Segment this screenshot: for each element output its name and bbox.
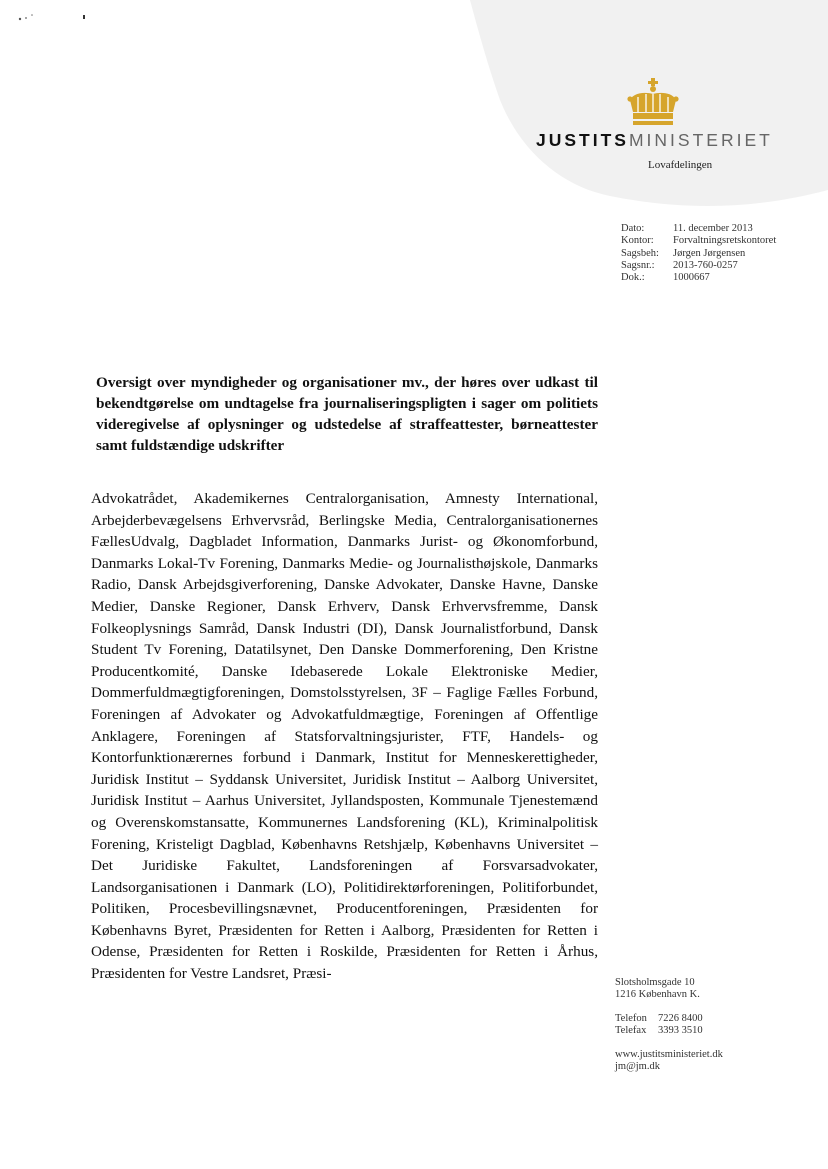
meta-label: Kontor: <box>621 235 654 247</box>
meta-value: Jørgen Jørgensen <box>673 247 746 259</box>
phone-block <box>615 1013 723 1037</box>
meta-value: 11. december 2013 <box>673 223 753 234</box>
meta-value: 1000667 <box>673 272 710 284</box>
meta-label: Dok.: <box>621 272 645 284</box>
meta-row-date <box>621 223 776 235</box>
phone-row <box>615 1013 723 1025</box>
fax-row <box>615 1025 723 1037</box>
header-background-swoosh <box>0 0 828 230</box>
contact-sidebar <box>615 977 723 1085</box>
meta-row-case-number <box>621 260 776 272</box>
ministry-name <box>536 130 773 151</box>
meta-row-document-number <box>621 272 776 284</box>
phone-label: Telefon <box>615 1013 647 1024</box>
crown-icon <box>626 78 680 126</box>
online-block <box>615 1049 723 1073</box>
document-metadata <box>621 223 776 284</box>
email-link[interactable]: jm@jm.dk <box>615 1061 660 1072</box>
meta-label: Dato: <box>621 223 645 234</box>
phone-number: 7226 8400 <box>658 1013 703 1024</box>
department-name: Lovafdelingen <box>648 159 713 171</box>
document-title: Oversigt over myndigheder og organisationer mv., der høres over udkast til bekendtgørelse om undtagelse fra journaliseringspligten i sager om politiets videregivelse af oplysninger og udstedelse af straffeattester, børneattester samt fuldstændige udskrifter <box>96 374 598 454</box>
consultation-list-text: Advokatrådet, Akademikernes Centralorganisation, Amnesty International, Arbejderbevægelsens Erhvervsråd, Berlingske Media, Centralorganisationernes FællesUdvalg, Dagbladet Information, Danmarks Jurist- og Økonomforbund, Danmarks Lokal-Tv Forening, Danmarks Medie- og Journalisthøjskole, Danmarks Radio, Dansk Arbejdsgiverforening, Danske Advokater, Danske Havne, Danske Medier, Danske Regioner, Dansk Erhverv, Dansk Erhvervsfremme, Dansk Folkeoplysnings Samråd, Dansk Industri (DI), Dansk Journalistforbund, Dansk Student Tv Forening, Datatilsynet, Den Danske Dommerforening, Den Kristne Producentkomité, Danske Idebaserede Lokale Elektroniske Medier, Dommerfuldmægtigforeningen, Domstolsstyrelsen, 3F – Faglige Fælles Forbund, Foreningen af Advokater og Advokatfuldmægtige, Foreningen af Offentlige Anklagere, Foreningen af Statsforvaltningsjurister, FTF, Handels- og Kontorfunktionærernes forbund i Danmark, Institut for Menneskerettigheder, Juridisk Institut – Syddansk Universitet, Juridisk Institut – Aalborg Universitet, Juridisk Institut – Aarhus Universitet, Jyllandsposten, Kommunale Tjenestemænd og Overenskomstansatte, Kommunernes Landsforening (KL), Kriminalpolitisk Forening, Kristeligt Dagblad, Københavns Retshjælp, Københavns Universitet – Det Juridiske Fakultet, Landsforeningen af Forsvarsadvokater, Landsorganisationen i Danmark (LO), Politidirektørforeningen, Politiforbundet, Politiken, Procesbevillingsnævnet, Producentforeningen, Præsidenten for Københavns Byret, Præsidenten for Retten i Aalborg, Præsidenten for Retten i Odense, Præsidenten for Retten i Roskilde, Præsidenten for Retten i Århus, Præsidenten for Vestre Landsret, Præsi- <box>91 490 598 983</box>
meta-row-office <box>621 235 776 247</box>
fax-number: 3393 3510 <box>658 1025 703 1036</box>
ministry-name-bold: JUSTITS <box>536 130 629 150</box>
website-link[interactable]: www.justitsministeriet.dk <box>615 1049 723 1060</box>
address-city: 1216 København K. <box>615 989 700 1000</box>
address-street: Slotsholmsgade 10 <box>615 977 695 988</box>
fax-label: Telefax <box>615 1025 647 1036</box>
meta-row-case-officer <box>621 248 776 260</box>
scan-specks <box>0 0 120 30</box>
ministry-name-light: MINISTERIET <box>628 130 773 150</box>
meta-label: Sagsbeh: <box>621 247 659 259</box>
meta-label: Sagsnr.: <box>621 259 655 271</box>
address-block <box>615 977 723 1001</box>
meta-value: 2013-760-0257 <box>673 259 738 271</box>
meta-value: Forvaltningsretskontoret <box>673 235 777 247</box>
